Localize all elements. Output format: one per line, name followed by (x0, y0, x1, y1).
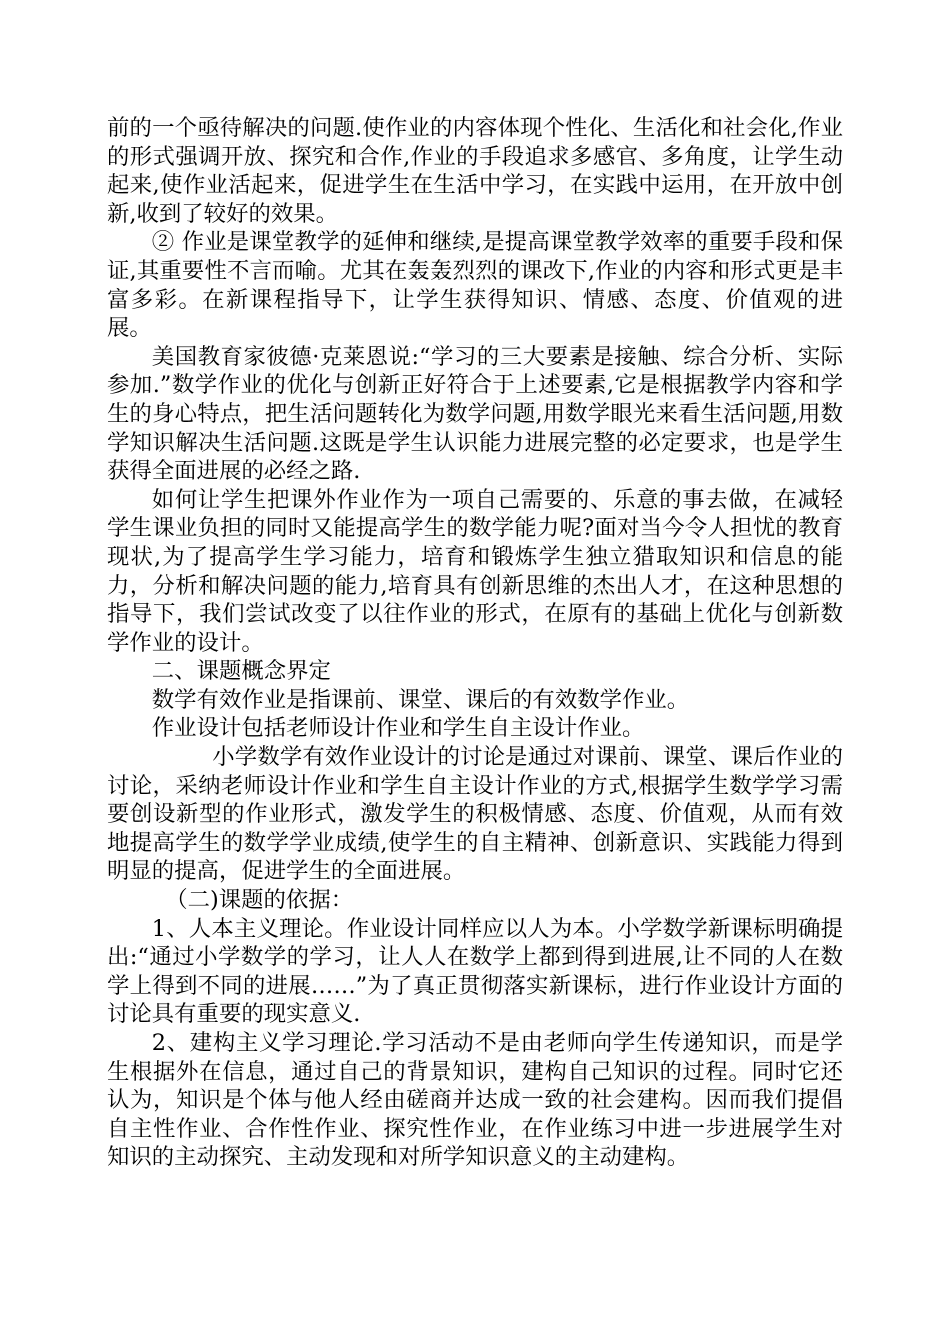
paragraph-humanism-theory: 1、人本主义理论。作业设计同样应以人为本。小学数学新课标明确提出:“通过小学数学的学习，让人人在数学上都到得到进展,让不同的人在数学上得到不同的进展……”为了真正贯彻落实新课标，进行作业设计方面的讨论具有重要的现实意义. (107, 915, 843, 1028)
section-heading-concepts: 二、课题概念界定 (151, 658, 331, 685)
document-page (107, 114, 843, 1172)
paragraph-constructivism-theory: 2、建构主义学习理论.学习活动不是由老师向学生传递知识，而是学生根据外在信息，通过自己的背景知识，建构自己知识的过程。同时它还认为，知识是个体与他人经由磋商并达成一致的社会建构。因而我们提倡自主性作业、合作性作业、探究性作业，在作业练习中进一步进展学生对知识的主动探究、主动发现和对所学知识意义的主动建构。 (107, 1030, 843, 1171)
paragraph-continuation: 前的一个亟待解决的问题.使作业的内容体现个性化、生活化和社会化,作业的形式强调开放、探究和合作,作业的手段追求多感官、多角度，让学生动起来,使作业活起来，促进学生在生活中学习，在实践中运用，在开放中创新,收到了较好的效果。 (107, 115, 843, 227)
paragraph-definition-design: 作业设计包括老师设计作业和学生自主设计作业。 (151, 715, 645, 742)
paragraph-definition-effective: 数学有效作业是指课前、课堂、课后的有效数学作业。 (151, 686, 690, 713)
paragraph-klein-quote: 美国教育家彼德·克莱恩说:“学习的三大要素是接触、综合分析、实际参加.”数学作业的优化与创新正好符合于上述要素,它是根据教学内容和学生的身心特点，把生活问题转化为数学问题,用数学眼光来看生活问题,用数学知识解决生活问题.这既是学生认识能力进展完整的必定要求，也是学生获得全面进展的必经之路. (107, 343, 843, 485)
section-heading-basis: （二)课题的依据： (165, 887, 354, 914)
paragraph-research-description: 小学数学有效作业设计的讨论是通过对课前、课堂、课后作业的讨论，采纳老师设计作业和学生自主设计作业的方式,根据学生数学学习需要创设新型的作业形式，激发学生的积极情感、态度、价值观，从而有效地提高学生的数学学业成绩,使学生的自主精神、创新意识、实践能力得到明显的提高，促进学生的全面进展。 (107, 744, 843, 885)
paragraph-homework-role: ② 作业是课堂教学的延伸和继续,是提高课堂教学效率的重要手段和保证,其重要性不言而喻。尤其在轰轰烈烈的课改下,作业的内容和形式更是丰富多彩。在新课程指导下，让学生获得知识、情感、态度、价值观的进展。 (107, 229, 843, 342)
paragraph-how-to: 如何让学生把课外作业作为一项自己需要的、乐意的事去做，在减轻学生课业负担的同时又能提高学生的数学能力呢?面对当今令人担忧的教育现状,为了提高学生学习能力，培育和锻炼学生独立猎取知识和信息的能力，分析和解决问题的能力,培育具有创新思维的杰出人才，在这种思想的指导下，我们尝试改变了以往作业的形式，在原有的基础上优化与创新数学作业的设计。 (107, 486, 843, 656)
